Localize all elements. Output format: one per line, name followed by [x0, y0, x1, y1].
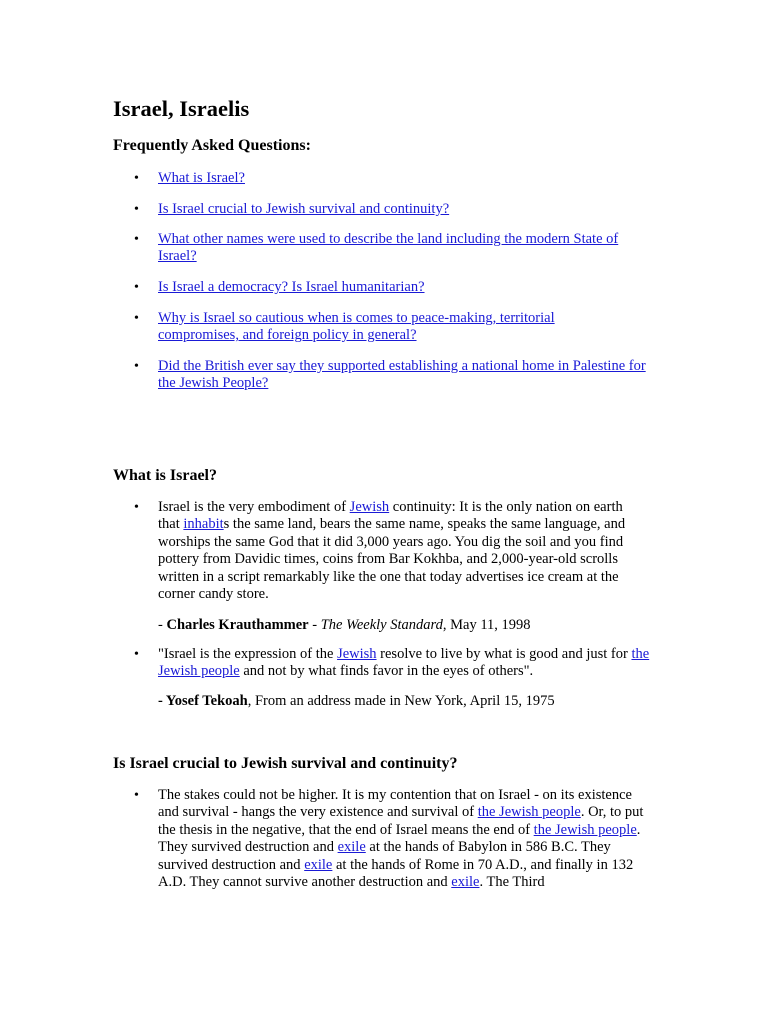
link-the-jewish-people[interactable]: the Jewish people: [158, 646, 650, 680]
faq-item: [158, 231, 648, 266]
faq-item: [158, 279, 658, 296]
link-jewish[interactable]: Jewish: [349, 499, 390, 515]
faq-link-cautious[interactable]: Why is Israel so cautious when is comes to peace-making, territorial compromises, and foreign policy in general?: [158, 310, 555, 344]
quote-krauthammer: • Israel is the very embodiment of Jewish continuity: It is the only nation on earth that inhabits the same land, bears the same name, speaks the same language, and worships the same God that it did 3,000 years ago. You dig the soil and you find pottery from Davidic times, coins from Bar Kokhba, and 2,000-year-old scrolls written in a script remarkably like the one that today advertises ice cream at the corner candy store.: [158, 499, 648, 603]
faq-item: [158, 310, 598, 345]
paragraph-survival: • The stakes could not be higher. It is my contention that on Israel - on its existence and survival - hangs the very existence and survival of the Jewish people. Or, to put the thesis in the negative, that the end of Israel means the end of the Jewish people. They survived destruction and exile at the hands of Babylon in 586 B.C. They survived destruction and exile at the hands of Rome in 70 A.D., and finally in 132 A.D. They cannot survive another destruction and exile. The Third: [158, 787, 653, 891]
link-exile[interactable]: exile: [451, 874, 480, 891]
link-the-jewish-people[interactable]: the Jewish people: [533, 821, 637, 838]
quote-tekoah: • "Israel is the expression of the Jewish resolve to live by what is good and just for the Jewish people and not by what finds favor in the eyes of others".: [158, 646, 653, 681]
link-inhabit[interactable]: inhabit: [183, 516, 224, 533]
link-exile[interactable]: exile: [304, 856, 333, 873]
faq-link-what-is-israel[interactable]: What is Israel?: [158, 170, 245, 186]
faq-link-democracy[interactable]: Is Israel a democracy? Is Israel humanitarian?: [158, 279, 425, 295]
link-exile[interactable]: exile: [337, 839, 366, 856]
link-jewish[interactable]: Jewish: [337, 646, 377, 662]
faq-link-jewish-survival[interactable]: Is Israel crucial to Jewish survival and continuity?: [158, 201, 450, 217]
page-title: Israel, Israelis: [113, 96, 250, 121]
faq-item: [158, 170, 658, 187]
faq-item: [158, 358, 658, 393]
attribution-krauthammer: - Charles Krauthammer - The Weekly Standard, May 11, 1998: [158, 617, 531, 633]
section-heading-what-is-israel: What is Israel?: [113, 467, 217, 484]
faq-item: [158, 201, 658, 218]
faq-heading: Frequently Asked Questions:: [113, 137, 311, 154]
attribution-tekoah: - Yosef Tekoah, From an address made in New York, April 15, 1975: [158, 693, 555, 709]
faq-link-british[interactable]: Did the British ever say they supported establishing a national home in Palestine for the Jewish People?: [158, 358, 646, 392]
faq-link-other-names[interactable]: What other names were used to describe the land including the modern State of Israel?: [158, 231, 619, 265]
link-the-jewish-people[interactable]: the Jewish people: [477, 804, 581, 821]
section-heading-jewish-survival: Is Israel crucial to Jewish survival and continuity?: [113, 755, 458, 772]
